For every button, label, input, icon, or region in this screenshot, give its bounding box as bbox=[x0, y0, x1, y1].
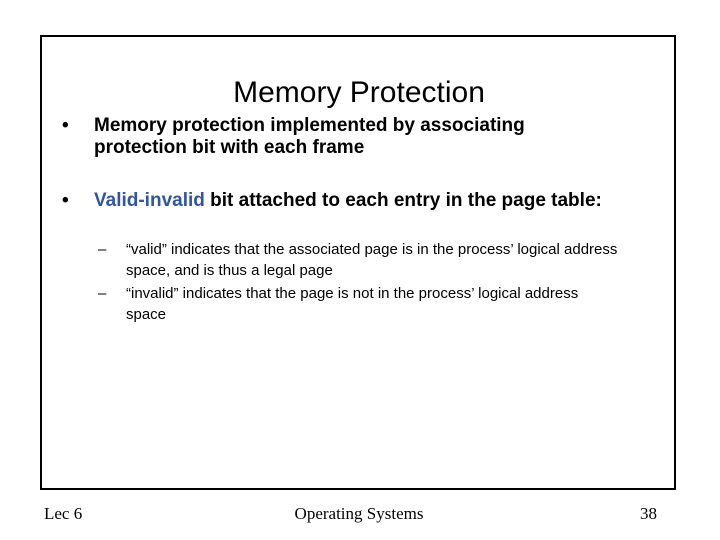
footer-course: Operating Systems bbox=[294, 504, 424, 523]
bullet-2-rest: bit attached to each entry in the page table: bbox=[204, 190, 602, 211]
bullet-1 bbox=[62, 115, 582, 159]
sub-dash: – bbox=[98, 285, 107, 302]
footer-lecture: Lec 6 bbox=[44, 504, 83, 523]
subbullet-2 bbox=[98, 283, 618, 325]
bullet-dot: • bbox=[62, 115, 69, 136]
bullet-1-text: Memory protection implemented by associating protection bit with each frame bbox=[94, 115, 525, 158]
subbullet-2-text: “invalid” indicates that the page is not in the process’ logical address space bbox=[126, 285, 579, 323]
sub-dash: – bbox=[98, 241, 107, 258]
slide-title: Memory Protection bbox=[233, 76, 485, 109]
subbullet-1-text: “valid” indicates that the associated page is in the process’ logical address space, and is thus a legal page bbox=[126, 241, 618, 279]
bullet-dot: • bbox=[62, 190, 69, 211]
bullet-2-accent: Valid-invalid bbox=[94, 190, 205, 211]
bullet-2-text bbox=[94, 190, 602, 212]
bullet-2 bbox=[62, 190, 602, 212]
footer-page-number: 38 bbox=[640, 504, 657, 523]
subbullet-1 bbox=[98, 239, 618, 281]
